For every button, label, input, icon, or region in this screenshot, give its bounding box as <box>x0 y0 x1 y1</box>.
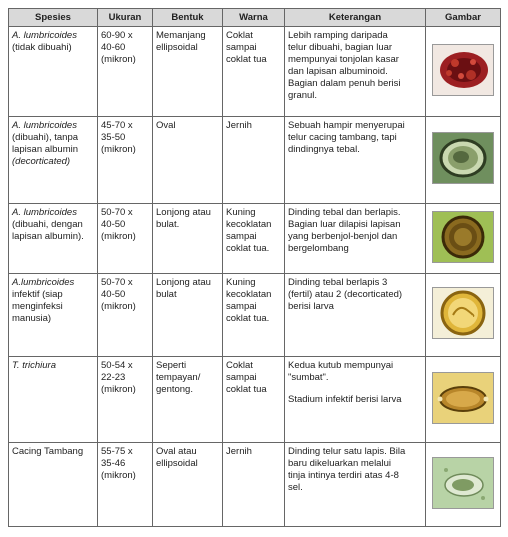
shape-line: bulat <box>156 289 177 300</box>
shape-line: Memanjang <box>156 30 206 41</box>
color-line: sampai <box>226 231 257 242</box>
shape-line: Lonjong atau <box>156 277 211 288</box>
shape-line: Seperti <box>156 360 187 371</box>
size-line: (mikron) <box>101 231 136 242</box>
table-row <box>9 117 501 204</box>
desc-line: telur dibuahi, bagian luar <box>288 42 393 53</box>
species-note: infektif (siap <box>12 289 63 300</box>
color-line: Coklat <box>226 30 253 41</box>
desc-line: dan lapisan albuminoid. <box>288 66 388 77</box>
desc-line: Stadium infektif berisi larva <box>288 394 402 405</box>
description-cell <box>285 357 426 443</box>
description-cell <box>285 27 426 117</box>
shape-line: Oval atau <box>156 446 197 457</box>
shape-cell <box>153 117 223 204</box>
species-name: T. trichiura <box>12 360 56 371</box>
size-line: 40-50 <box>101 219 126 230</box>
helminth-egg-table <box>8 8 501 527</box>
ascaris-decorticated-egg-icon <box>432 132 494 184</box>
desc-line: telur cacing tambang, tapi <box>288 132 397 143</box>
size-cell <box>98 443 153 527</box>
image-cell <box>426 117 501 204</box>
desc-line: Kedua kutub mempunyai <box>288 360 394 371</box>
shape-line: bulat. <box>156 219 180 230</box>
size-line: 50-70 x <box>101 207 133 218</box>
species-note: menginfeksi <box>12 301 63 312</box>
color-line: coklat tua <box>226 384 267 395</box>
color-line: coklat tua. <box>226 243 270 254</box>
species-note: (decorticated) <box>12 156 71 167</box>
color-line: Coklat <box>226 360 253 371</box>
color-cell <box>223 274 285 357</box>
size-cell <box>98 274 153 357</box>
desc-line: dindingnya tebal. <box>288 144 360 155</box>
species-note: (tidak dibuahi) <box>12 42 72 53</box>
egg-table-container <box>8 8 500 527</box>
species-note: lapisan albumin). <box>12 231 84 242</box>
image-cell <box>426 443 501 527</box>
ascaris-unfertilized-egg-icon <box>432 44 494 96</box>
size-line: 40-60 <box>101 42 126 53</box>
shape-line: tempayan/ <box>156 372 201 383</box>
species-note: lapisan albumin <box>12 144 79 155</box>
desc-line: yang berbenjol-benjol dan <box>288 231 398 242</box>
desc-line: Dinding telur satu lapis. Bila <box>288 446 406 457</box>
header-color: Warna <box>223 9 285 27</box>
desc-line: tinja intinya terdiri atas 4-8 <box>288 470 399 481</box>
shape-cell <box>153 443 223 527</box>
color-cell <box>223 27 285 117</box>
species-name: A. lumbricoides <box>12 30 77 41</box>
shape-line: gentong. <box>156 384 193 395</box>
description-cell <box>285 117 426 204</box>
desc-line: mempunyai tonjolan kasar <box>288 54 399 65</box>
size-cell <box>98 204 153 274</box>
shape-line: Oval <box>156 120 176 131</box>
size-line: (mikron) <box>101 384 136 395</box>
color-line: Kuning <box>226 277 256 288</box>
desc-line: (fertil) atau 2 (decorticated) <box>288 289 403 300</box>
header-row <box>9 9 501 27</box>
desc-line: Dinding tebal dan berlapis. <box>288 207 401 218</box>
image-cell <box>426 357 501 443</box>
size-line: (mikron) <box>101 301 136 312</box>
color-line: Jernih <box>226 446 252 457</box>
size-line: 35-46 <box>101 458 126 469</box>
desc-line: berisi larva <box>288 301 334 312</box>
description-cell <box>285 274 426 357</box>
table-row <box>9 443 501 527</box>
desc-line: "sumbat". <box>288 372 329 383</box>
size-cell <box>98 117 153 204</box>
color-line: coklat tua. <box>226 313 270 324</box>
species-name: Cacing Tambang <box>12 446 84 457</box>
header-description: Keterangan <box>285 9 426 27</box>
shape-cell <box>153 27 223 117</box>
color-cell <box>223 204 285 274</box>
size-line: 60-90 x <box>101 30 133 41</box>
ascaris-infective-egg-icon <box>432 287 494 339</box>
shape-cell <box>153 357 223 443</box>
species-name: A. lumbricoides <box>12 207 77 218</box>
size-line: (mikron) <box>101 144 136 155</box>
desc-line: Sebuah hampir menyerupai <box>288 120 405 131</box>
color-line: sampai <box>226 372 257 383</box>
header-size: Ukuran <box>98 9 153 27</box>
species-name: A.lumbricoides <box>12 277 75 288</box>
header-shape: Bentuk <box>153 9 223 27</box>
color-line: kecoklatan <box>226 289 272 300</box>
color-cell <box>223 357 285 443</box>
desc-line: baru dikeluarkan melalui <box>288 458 391 469</box>
size-line: 50-70 x <box>101 277 133 288</box>
species-note: (dibuahi, dengan <box>12 219 83 230</box>
size-line: 22-23 <box>101 372 126 383</box>
trichuris-egg-icon <box>432 372 494 424</box>
species-name: A. lumbricoides <box>12 120 77 131</box>
color-line: sampai <box>226 301 257 312</box>
desc-line: bergelombang <box>288 243 349 254</box>
table-row <box>9 27 501 117</box>
color-line: Jernih <box>226 120 252 131</box>
shape-line: ellipsoidal <box>156 458 198 469</box>
color-line: coklat tua <box>226 54 267 65</box>
size-line: 35-50 <box>101 132 126 143</box>
shape-cell <box>153 274 223 357</box>
species-cell <box>9 117 98 204</box>
color-line: sampai <box>226 42 257 53</box>
size-line: (mikron) <box>101 54 136 65</box>
species-note: manusia) <box>12 313 52 324</box>
table-row <box>9 357 501 443</box>
desc-line: Lebih ramping daripada <box>288 30 388 41</box>
species-cell <box>9 443 98 527</box>
size-line: 55-75 x <box>101 446 133 457</box>
description-cell <box>285 443 426 527</box>
species-cell <box>9 274 98 357</box>
desc-line: Bagian luar dilapisi lapisan <box>288 219 401 230</box>
species-cell <box>9 357 98 443</box>
color-cell <box>223 443 285 527</box>
shape-line: ellipsoidal <box>156 42 198 53</box>
desc-line: sel. <box>288 482 303 493</box>
size-line: (mikron) <box>101 470 136 481</box>
hookworm-egg-icon <box>432 457 494 509</box>
image-cell <box>426 27 501 117</box>
header-species: Spesies <box>9 9 98 27</box>
species-note: (dibuahi), tanpa <box>12 132 79 143</box>
size-line: 40-50 <box>101 289 126 300</box>
shape-line: Lonjong atau <box>156 207 211 218</box>
size-cell <box>98 357 153 443</box>
species-cell <box>9 27 98 117</box>
description-cell <box>285 204 426 274</box>
size-line: 45-70 x <box>101 120 133 131</box>
size-line: 50-54 x <box>101 360 133 371</box>
color-line: Kuning <box>226 207 256 218</box>
table-row <box>9 204 501 274</box>
color-cell <box>223 117 285 204</box>
desc-line: granul. <box>288 90 318 101</box>
shape-cell <box>153 204 223 274</box>
desc-line: Dinding tebal berlapis 3 <box>288 277 388 288</box>
desc-line: Bagian dalam penuh berisi <box>288 78 401 89</box>
size-cell <box>98 27 153 117</box>
header-image: Gambar <box>426 9 501 27</box>
species-cell <box>9 204 98 274</box>
table-row <box>9 274 501 357</box>
ascaris-fertilized-egg-icon <box>432 211 494 263</box>
color-line: kecoklatan <box>226 219 272 230</box>
image-cell <box>426 204 501 274</box>
image-cell <box>426 274 501 357</box>
